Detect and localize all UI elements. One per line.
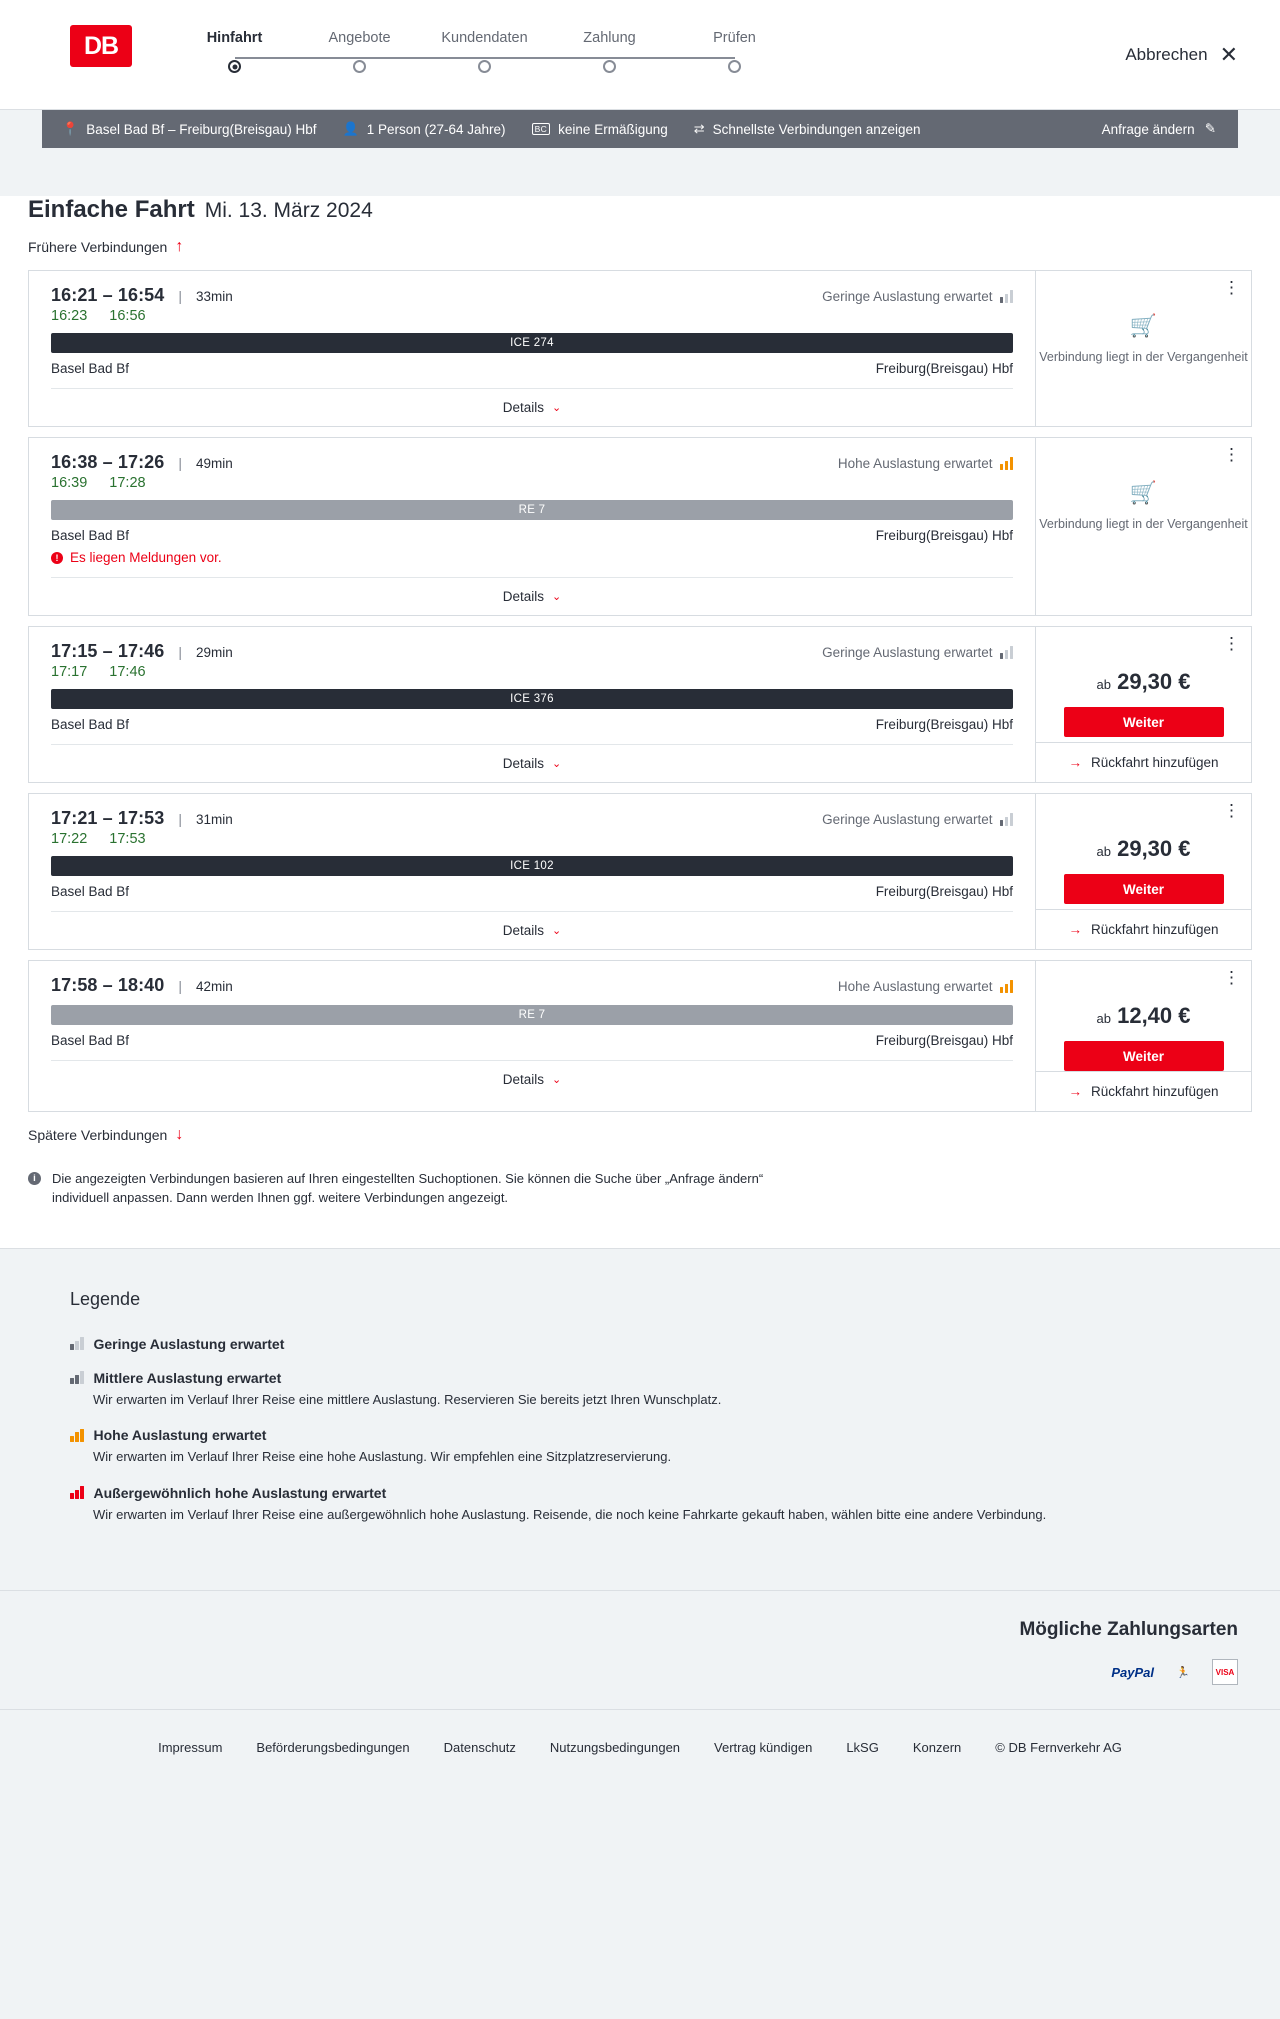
connection-details <box>29 961 1035 1111</box>
more-options-icon[interactable]: ⋮ <box>1223 634 1241 653</box>
legend-items <box>70 1336 1210 1525</box>
cancel-label: Abbrechen <box>1125 45 1208 64</box>
price-value: 12,40 € <box>1117 1003 1191 1028</box>
connection-duration: 31min <box>196 812 233 827</box>
price-prefix: ab <box>1096 1011 1111 1026</box>
details-label: Details <box>502 756 545 771</box>
connection-stations <box>51 528 1013 543</box>
cart-disabled-icon: 🛒 <box>1129 480 1158 505</box>
booking-stepper <box>172 30 797 73</box>
connection-stations <box>51 884 1013 899</box>
time-separator: | <box>178 811 183 827</box>
past-connection-label: Verbindung liegt in der Vergangenheit <box>1039 517 1248 531</box>
connection-stations <box>51 361 1013 376</box>
connection-time-range: 16:38 – 17:26 <box>51 452 165 472</box>
occupancy-icon <box>1000 813 1014 826</box>
past-connection-label: Verbindung liegt in der Vergangenheit <box>1039 350 1248 364</box>
legend-title: Legende <box>70 1288 141 1309</box>
legend-item <box>70 1427 1210 1467</box>
arrow-right-icon: → <box>1068 755 1082 770</box>
train-name: ICE 274 <box>510 337 554 349</box>
train-name: ICE 102 <box>510 860 554 872</box>
time-separator: | <box>178 288 183 304</box>
time-separator: | <box>178 978 183 994</box>
chevron-down-icon: ⌄ <box>552 1074 562 1086</box>
legend-item-head <box>70 1336 1210 1352</box>
departure-station: Basel Bad Bf <box>51 717 130 732</box>
legend-item-label: Geringe Auslastung erwartet <box>93 1335 285 1352</box>
details-toggle[interactable] <box>51 577 1013 615</box>
chevron-down-icon: ⌄ <box>552 925 562 937</box>
footer-link[interactable]: Konzern <box>912 1740 962 1756</box>
add-return-trip-button[interactable] <box>1036 909 1251 949</box>
connection-time-range: 16:21 – 16:54 <box>51 285 165 305</box>
connection-duration: 29min <box>196 645 233 660</box>
connection-message-text: Es liegen Meldungen vor. <box>70 550 222 565</box>
connection-offer <box>1035 438 1251 615</box>
step-kundendaten[interactable] <box>422 30 547 73</box>
connection-card <box>28 960 1252 1112</box>
legend-item-head <box>70 1370 1210 1386</box>
earlier-connections-button[interactable] <box>28 238 183 256</box>
actual-arrival: 16:56 <box>109 308 146 324</box>
page-title-date: Mi. 13. März 2024 <box>204 199 373 222</box>
add-return-trip-label: Rückfahrt hinzufügen <box>1090 922 1219 937</box>
paypal-icon: PayPal <box>1111 1664 1154 1680</box>
arrival-station: Freiburg(Breisgau) Hbf <box>875 717 1013 732</box>
page-title <box>28 196 1280 224</box>
actual-arrival: 17:53 <box>109 831 146 847</box>
more-options-icon[interactable]: ⋮ <box>1223 445 1241 464</box>
legend-item-head <box>70 1427 1210 1443</box>
actual-arrival: 17:28 <box>109 475 146 491</box>
connection-actual-times <box>51 664 1013 680</box>
train-line-bar <box>51 1005 1013 1025</box>
connection-time-range: 17:58 – 18:40 <box>51 975 165 995</box>
train-line-bar <box>51 333 1013 353</box>
footer-link[interactable]: Datenschutz <box>443 1740 516 1756</box>
connection-price <box>1097 836 1191 862</box>
later-connections-button[interactable] <box>28 1126 183 1144</box>
page-footer <box>0 1709 1280 1795</box>
arrival-station: Freiburg(Breisgau) Hbf <box>875 528 1013 543</box>
weiter-button[interactable]: Weiter <box>1064 874 1224 904</box>
footer-link[interactable]: Impressum <box>158 1740 223 1756</box>
footer-link[interactable]: LkSG <box>846 1740 879 1756</box>
connection-duration: 33min <box>196 289 233 304</box>
train-name: ICE 376 <box>510 693 554 705</box>
add-return-trip-button[interactable] <box>1036 1071 1251 1111</box>
step-connector <box>360 57 485 59</box>
query-route <box>62 121 343 137</box>
connection-offer <box>1035 627 1251 782</box>
payment-title: Mögliche Zahlungsarten <box>1019 1619 1238 1641</box>
step-dot-icon <box>603 60 616 73</box>
connection-offer <box>1035 271 1251 426</box>
legend-item-label: Hohe Auslastung erwartet <box>93 1427 267 1444</box>
arrival-station: Freiburg(Breisgau) Hbf <box>875 361 1013 376</box>
earlier-connections-label: Frühere Verbindungen <box>28 239 168 255</box>
connection-actual-times <box>51 831 1013 847</box>
step-label: Hinfahrt <box>206 30 263 46</box>
connection-time-row <box>51 452 1013 473</box>
bahncard-icon: BC <box>532 123 551 136</box>
departure-station: Basel Bad Bf <box>51 361 130 376</box>
info-icon: i <box>28 1172 41 1185</box>
connection-offer <box>1035 961 1251 1111</box>
connection-time-range: 17:15 – 17:46 <box>51 641 165 661</box>
more-options-icon[interactable]: ⋮ <box>1223 801 1241 820</box>
legend-section <box>0 1248 1280 1591</box>
sort-icon: ⇄ <box>693 121 705 136</box>
add-return-trip-label: Rückfahrt hinzufügen <box>1090 1084 1219 1099</box>
price-value: 29,30 € <box>1117 836 1191 861</box>
arrival-station: Freiburg(Breisgau) Hbf <box>875 1033 1013 1048</box>
connection-card <box>28 793 1252 950</box>
db-logo[interactable]: DB <box>70 25 132 67</box>
step-dot-icon <box>728 60 741 73</box>
price-prefix: ab <box>1096 844 1111 859</box>
cart-disabled-icon: 🛒 <box>1129 313 1158 338</box>
connection-time-range: 17:21 – 17:53 <box>51 808 165 828</box>
occupancy-label: Geringe Auslastung erwartet <box>822 289 993 304</box>
actual-arrival: 17:46 <box>109 664 146 680</box>
step-dot-icon <box>228 60 241 73</box>
step-dot-icon <box>478 60 491 73</box>
departure-station: Basel Bad Bf <box>51 1033 130 1048</box>
weiter-button[interactable]: Weiter <box>1064 1041 1224 1071</box>
arrow-down-icon: ↓ <box>175 1126 184 1143</box>
legend-item <box>70 1370 1210 1410</box>
legend-item-label: Außergewöhnlich hohe Auslastung erwartet <box>93 1484 387 1501</box>
step-label: Kundendaten <box>441 30 528 46</box>
connection-offer <box>1035 794 1251 949</box>
add-return-trip-label: Rückfahrt hinzufügen <box>1090 755 1219 770</box>
connection-occupancy <box>838 456 1013 471</box>
details-label: Details <box>502 923 545 938</box>
arrow-up-icon: ↑ <box>175 238 184 255</box>
later-connections-label: Spätere Verbindungen <box>28 1127 168 1143</box>
step-angebote[interactable] <box>297 30 422 73</box>
connection-details <box>29 438 1035 615</box>
connection-occupancy <box>838 979 1013 994</box>
arrow-right-icon: → <box>1068 922 1082 937</box>
connection-card <box>28 437 1252 616</box>
connection-duration: 49min <box>196 456 233 471</box>
occupancy-label: Geringe Auslastung erwartet <box>822 645 993 660</box>
connection-details <box>29 271 1035 426</box>
price-prefix: ab <box>1096 677 1111 692</box>
occupancy-icon <box>1000 980 1014 993</box>
connection-card <box>28 270 1252 427</box>
chevron-down-icon: ⌄ <box>552 758 562 770</box>
occupancy-icon <box>70 1371 84 1384</box>
chevron-down-icon: ⌄ <box>552 591 562 603</box>
details-toggle[interactable] <box>51 744 1013 782</box>
step-dot-icon <box>353 60 366 73</box>
actual-departure: 16:39 <box>51 475 88 491</box>
arrow-right-icon: → <box>1068 1084 1082 1099</box>
arrival-station: Freiburg(Breisgau) Hbf <box>875 884 1013 899</box>
footer-copyright: © DB Fernverkehr AG <box>995 1740 1122 1756</box>
legend-item-head <box>70 1485 1210 1501</box>
legend-item-description: Wir erwarten im Verlauf Ihrer Reise eine hohe Auslastung. Wir empfehlen eine Sitzplatzreservierung. <box>93 1449 672 1465</box>
close-icon: ✕ <box>1219 42 1238 67</box>
direct-debit-icon: 🏃 <box>1176 1666 1190 1679</box>
legend-item <box>70 1336 1210 1352</box>
actual-departure: 17:22 <box>51 831 88 847</box>
payment-icon-list <box>42 1659 1238 1685</box>
more-options-icon[interactable]: ⋮ <box>1223 968 1241 987</box>
occupancy-icon <box>70 1337 84 1350</box>
occupancy-icon <box>70 1486 84 1499</box>
person-icon: 👤 <box>342 121 359 136</box>
details-toggle[interactable] <box>51 388 1013 426</box>
connection-details <box>29 627 1035 782</box>
connection-time-row <box>51 808 1013 829</box>
occupancy-icon <box>70 1429 84 1442</box>
step-connector <box>485 57 610 59</box>
main-content <box>0 196 1280 1248</box>
step-hinfahrt[interactable] <box>172 30 297 73</box>
cancel-button[interactable] <box>1125 44 1238 66</box>
location-pin-icon: 📍 <box>62 121 79 136</box>
legend-item-description: Wir erwarten im Verlauf Ihrer Reise eine mittlere Auslastung. Reservieren Sie bereits jetzt Ihren Wunschplatz. <box>93 1391 722 1407</box>
change-query-label: Anfrage ändern <box>1101 121 1195 137</box>
page-title-text: Einfache Fahrt <box>28 196 195 223</box>
query-summary-bar <box>42 110 1238 148</box>
query-options-label: Schnellste Verbindungen anzeigen <box>712 121 921 137</box>
occupancy-icon <box>1000 290 1014 303</box>
footer-link[interactable]: Nutzungsbedingungen <box>549 1740 681 1756</box>
legend-item-description: Wir erwarten im Verlauf Ihrer Reise eine außergewöhnlich hohe Auslastung. Reisende, die noch keine Fahrkarte gekauft haben, wählen bitte eine andere Verbindung. <box>93 1506 1047 1522</box>
actual-departure: 16:23 <box>51 308 88 324</box>
occupancy-label: Hohe Auslastung erwartet <box>837 979 993 994</box>
weiter-button[interactable]: Weiter <box>1064 707 1224 737</box>
departure-station: Basel Bad Bf <box>51 884 130 899</box>
departure-station: Basel Bad Bf <box>51 528 130 543</box>
time-separator: | <box>178 455 183 471</box>
app-header <box>0 0 1280 110</box>
connection-occupancy <box>822 289 1013 304</box>
connection-details <box>29 794 1035 949</box>
actual-departure: 17:17 <box>51 664 88 680</box>
query-passengers <box>343 121 532 137</box>
payment-methods-section <box>0 1590 1280 1709</box>
train-line-bar <box>51 689 1013 709</box>
connection-occupancy <box>822 645 1013 660</box>
chevron-down-icon: ⌄ <box>552 402 562 414</box>
more-options-icon[interactable]: ⋮ <box>1223 278 1241 297</box>
query-discount-label: keine Ermäßigung <box>558 121 668 137</box>
details-toggle[interactable] <box>51 1060 1013 1098</box>
step-connector <box>235 57 360 59</box>
footer-link[interactable]: Beförderungsbedingungen <box>256 1740 410 1756</box>
add-return-trip-button[interactable] <box>1036 742 1251 782</box>
change-query-button[interactable] <box>1102 121 1216 137</box>
query-discount <box>532 122 694 137</box>
details-label: Details <box>502 1072 545 1087</box>
connection-card <box>28 626 1252 783</box>
step-zahlung[interactable] <box>547 30 672 73</box>
connection-message <box>51 550 1013 565</box>
step-label: Prüfen <box>713 30 756 46</box>
details-toggle[interactable] <box>51 911 1013 949</box>
connection-time-row <box>51 285 1013 306</box>
connection-stations <box>51 1033 1013 1048</box>
train-name: RE 7 <box>518 504 546 516</box>
price-value: 29,30 € <box>1117 669 1191 694</box>
credit-card-icon: VISA <box>1212 1659 1238 1685</box>
step-label: Zahlung <box>583 30 636 46</box>
legend-item-label: Mittlere Auslastung erwartet <box>93 1369 282 1386</box>
search-note-text: Die angezeigten Verbindungen basieren auf Ihren eingestellten Suchoptionen. Sie können die Suche über „Anfrage ändern“ individuell anpassen. Dann werden Ihnen ggf. weitere Verbindungen angezeigt. <box>52 1171 764 1205</box>
query-options <box>694 121 947 137</box>
connection-actual-times <box>51 308 1013 324</box>
connection-time-row <box>51 975 1013 996</box>
train-name: RE 7 <box>518 1009 546 1021</box>
connection-occupancy <box>822 812 1013 827</box>
train-line-bar <box>51 856 1013 876</box>
alert-icon: ! <box>51 552 63 564</box>
occupancy-icon <box>1000 457 1014 470</box>
legend-item <box>70 1485 1210 1525</box>
time-separator: | <box>178 644 183 660</box>
query-route-label: Basel Bad Bf – Freiburg(Breisgau) Hbf <box>86 121 317 137</box>
step-label: Angebote <box>328 30 391 46</box>
connection-price <box>1097 1003 1191 1029</box>
details-label: Details <box>502 589 545 604</box>
step-prüfen[interactable] <box>672 30 797 73</box>
connection-duration: 42min <box>196 979 233 994</box>
pencil-icon: ✎ <box>1204 121 1216 136</box>
occupancy-label: Geringe Auslastung erwartet <box>822 812 993 827</box>
step-connector <box>610 57 735 59</box>
details-label: Details <box>502 400 545 415</box>
search-note <box>28 1170 818 1208</box>
train-line-bar <box>51 500 1013 520</box>
connection-list <box>28 270 1252 1112</box>
footer-link[interactable]: Vertrag kündigen <box>714 1740 813 1756</box>
occupancy-label: Hohe Auslastung erwartet <box>837 456 993 471</box>
query-passengers-label: 1 Person (27-64 Jahre) <box>366 121 506 137</box>
connection-price <box>1097 669 1191 695</box>
connection-time-row <box>51 641 1013 662</box>
occupancy-icon <box>1000 646 1014 659</box>
connection-stations <box>51 717 1013 732</box>
connection-actual-times <box>51 475 1013 491</box>
